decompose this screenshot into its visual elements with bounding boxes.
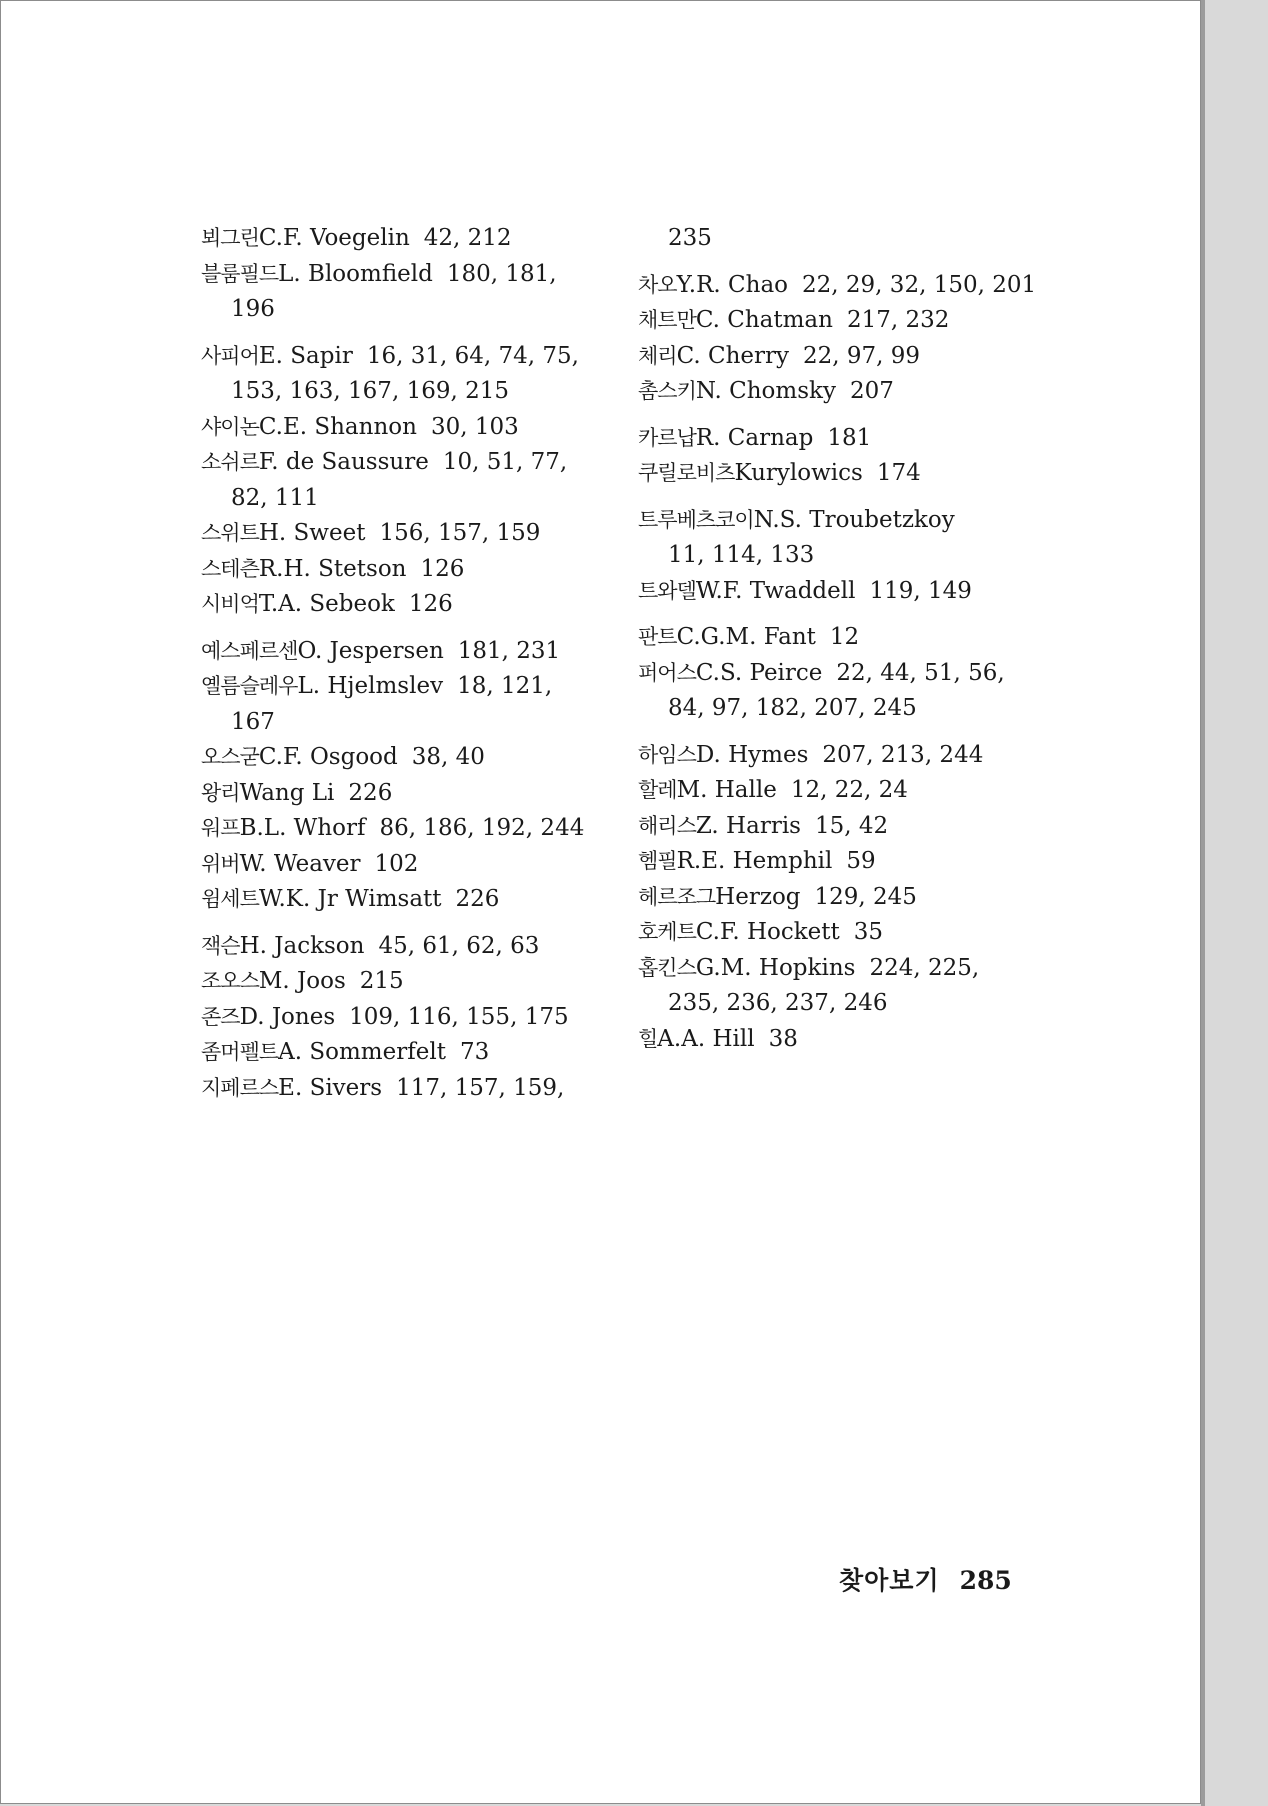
entry-latin-name: E. Sivers: [278, 1074, 383, 1101]
page-number: 285: [959, 1566, 1012, 1595]
entry-pages-continued: 11, 114, 133: [668, 542, 815, 568]
entry-latin-name: C. Cherry: [676, 342, 789, 369]
entry-pages: 226: [348, 779, 393, 806]
entry-latin-name: A.A. Hill: [657, 1025, 755, 1052]
entry-korean-name: 카르납: [638, 425, 696, 450]
index-entry: [638, 503, 1038, 539]
entry-pages: 181, 231: [457, 637, 561, 664]
entry-latin-name: H. Jackson: [239, 932, 365, 959]
entry-korean-name: 샤이논: [201, 414, 259, 439]
entry-pages: 109, 116, 155, 175: [349, 1003, 569, 1030]
entry-korean-name: 촘스키: [638, 379, 696, 403]
entry-latin-name: C.F. Hockett: [695, 919, 840, 945]
index-entry: [201, 1071, 601, 1107]
entry-korean-name: 뵈그린: [201, 226, 259, 250]
entry-latin-name: R.H. Stetson: [258, 555, 407, 582]
index-entry: [638, 844, 1038, 880]
page-footer: [839, 1561, 1012, 1597]
entry-latin-name: Z. Harris: [695, 812, 801, 839]
entry-korean-name: 하임스: [638, 742, 696, 767]
entry-latin-name: C.F. Voegelin: [258, 225, 410, 251]
entry-latin-name: W. Weaver: [239, 850, 361, 877]
entry-pages: 174: [876, 460, 921, 486]
entry-korean-name: 시비억: [201, 592, 259, 616]
entry-korean-name: 지페르스: [201, 1075, 279, 1100]
entry-latin-name: C.S. Peirce: [695, 659, 823, 686]
entry-pages: 22, 29, 32, 150, 201: [802, 271, 1037, 298]
entry-latin-name: C.G.M. Fant: [676, 624, 816, 650]
entry-pages: 42, 212: [423, 225, 512, 251]
entry-korean-name: 옐름슬레우: [201, 674, 298, 698]
entry-pages: 45, 61, 62, 63: [378, 932, 540, 959]
index-entry: [201, 552, 601, 588]
index-entry: [201, 669, 601, 705]
index-entry: [201, 1035, 601, 1071]
index-entry: [638, 303, 1038, 339]
entry-pages: 73: [459, 1039, 490, 1065]
index-column-left: [201, 221, 601, 1106]
entry-pages: 126: [420, 555, 465, 582]
entry-latin-name: Herzog: [715, 883, 801, 910]
index-entry: [201, 929, 601, 965]
entry-pages: 38, 40: [411, 744, 485, 770]
entry-latin-name: B.L. Whorf: [239, 815, 366, 841]
index-entry: [638, 421, 1038, 457]
entry-korean-name: 윔세트: [201, 887, 259, 911]
entry-pages: 18, 121,: [457, 673, 553, 699]
entry-korean-name: 차오: [638, 272, 677, 297]
entry-korean-name: 호케트: [638, 920, 696, 944]
entry-korean-name: 블룸필드: [201, 261, 279, 286]
entry-korean-name: 워프: [201, 816, 240, 840]
entry-pages: 156, 157, 159: [379, 520, 541, 546]
entry-pages: 15, 42: [814, 812, 889, 839]
entry-korean-name: 좀머펠트: [201, 1040, 279, 1064]
entry-korean-name: 트와델: [638, 578, 696, 603]
index-entry: [201, 221, 601, 257]
entry-korean-name: 쿠릴로비츠: [638, 461, 735, 485]
entry-pages: 22, 97, 99: [802, 342, 921, 369]
index-entry: [201, 410, 601, 446]
index-entry: [638, 880, 1038, 916]
entry-korean-name: 트루베츠코이: [638, 507, 754, 532]
entry-korean-name: 체리: [638, 343, 677, 368]
entry-pages: 217, 232: [846, 307, 950, 333]
entry-latin-name: F. de Saussure: [258, 449, 429, 475]
index-entry: [201, 516, 601, 552]
index-entry: [638, 809, 1038, 845]
entry-pages-continued: 153, 163, 167, 169, 215: [231, 378, 509, 404]
index-entry: [638, 456, 1038, 492]
entry-korean-name: 왕리: [201, 780, 240, 805]
entry-latin-name: A. Sommerfelt: [278, 1039, 446, 1065]
entry-latin-name: O. Jespersen: [297, 637, 444, 664]
entry-latin-name: D. Hymes: [695, 741, 809, 768]
entry-latin-name: C. Chatman: [695, 307, 833, 333]
entry-latin-name: T.A. Sebeok: [258, 591, 395, 617]
index-entry: [201, 445, 601, 481]
entry-pages: 181: [827, 424, 872, 451]
entry-latin-name: D. Jones: [239, 1003, 336, 1030]
entry-latin-name: L. Hjelmslev: [297, 673, 444, 699]
index-entry: [201, 339, 601, 375]
entry-pages: 180, 181,: [446, 260, 557, 287]
entry-latin-name: C.E. Shannon: [258, 413, 417, 440]
entry-latin-name: M. Halle: [676, 777, 777, 803]
entry-pages-continued: 167: [231, 708, 275, 735]
entry-latin-name: C.F. Osgood: [258, 744, 398, 770]
entry-korean-name: 스테츤: [201, 556, 259, 581]
index-entry: [638, 620, 1038, 656]
entry-korean-name: 헤르조그: [638, 884, 716, 909]
entry-korean-name: 잭슨: [201, 933, 240, 958]
index-entry: [638, 656, 1038, 692]
entry-latin-name: W.K. Jr Wimsatt: [258, 886, 442, 912]
page-edge: [1201, 0, 1205, 1806]
entry-pages: 102: [374, 850, 419, 877]
entry-pages: 215: [359, 968, 404, 994]
entry-pages: 16, 31, 64, 74, 75,: [366, 342, 579, 369]
entry-latin-name: W.F. Twaddell: [695, 577, 856, 604]
index-entry: [201, 1000, 601, 1036]
index-entry: [638, 268, 1038, 304]
entry-korean-name: 헴필: [638, 849, 677, 873]
index-entry: [638, 1022, 1038, 1058]
entry-korean-name: 사피어: [201, 343, 259, 368]
entry-korean-name: 판트: [638, 625, 677, 649]
entry-latin-name: L. Bloomfield: [278, 260, 433, 287]
entry-korean-name: 해리스: [638, 813, 696, 838]
entry-korean-name: 채트만: [638, 308, 696, 332]
entry-pages: 207, 213, 244: [822, 741, 984, 768]
entry-latin-name: Y.R. Chao: [676, 271, 789, 298]
entry-pages-continued: 84, 97, 182, 207, 245: [668, 695, 917, 721]
entry-pages: 35: [853, 919, 884, 945]
entry-korean-name: 예스페르센: [201, 638, 298, 663]
entry-latin-name: R. Carnap: [695, 424, 814, 451]
entry-latin-name: M. Joos: [258, 968, 346, 994]
entry-pages: 129, 245: [814, 883, 917, 910]
entry-korean-name: 위버: [201, 851, 240, 876]
entry-korean-name: 할레: [638, 778, 677, 802]
index-entry: [201, 811, 601, 847]
index-entry: [201, 964, 601, 1000]
entry-latin-name: N.S. Troubetzkoy: [753, 506, 955, 533]
index-entry: [201, 257, 601, 293]
entry-latin-name: R.E. Hemphil: [676, 848, 833, 874]
entry-korean-name: 존즈: [201, 1004, 240, 1029]
entry-pages: 59: [846, 848, 876, 874]
entry-korean-name: 오스굳: [201, 745, 259, 769]
entry-pages: 12, 22, 24: [790, 777, 908, 803]
entry-pages: 86, 186, 192, 244: [379, 815, 585, 841]
index-entry: [638, 915, 1038, 951]
entry-korean-name: 퍼어스: [638, 660, 696, 685]
entry-pages: 226: [455, 886, 500, 912]
entry-pages: 224, 225,: [869, 954, 980, 981]
entry-korean-name: 소쉬르: [201, 450, 259, 474]
entry-pages: 12: [829, 624, 860, 650]
entry-pages: 207: [849, 378, 894, 404]
index-entry: [201, 740, 601, 776]
entry-latin-name: H. Sweet: [258, 520, 366, 546]
index-entry: [638, 374, 1038, 410]
index-entry: [201, 776, 601, 812]
entry-latin-name: G.M. Hopkins: [695, 954, 856, 981]
entry-pages: 126: [408, 591, 453, 617]
index-column-right: [638, 221, 1038, 1057]
index-entry: [638, 951, 1038, 987]
index-entry: [201, 882, 601, 918]
entry-latin-name: Wang Li: [239, 779, 335, 806]
entry-pages: 10, 51, 77,: [442, 449, 568, 475]
index-entry: [638, 738, 1038, 774]
entry-latin-name: E. Sapir: [258, 342, 353, 369]
entry-pages: 117, 157, 159,: [396, 1074, 565, 1101]
index-entry: [638, 339, 1038, 375]
index-entry: [201, 847, 601, 883]
index-entry: [638, 574, 1038, 610]
entry-pages-continued: 82, 111: [231, 484, 319, 511]
entry-pages: 119, 149: [869, 577, 972, 604]
entry-pages: 22, 44, 51, 56,: [836, 659, 1005, 686]
entry-pages-continued: 235: [668, 225, 712, 251]
entry-pages: 30, 103: [430, 413, 519, 440]
entry-korean-name: 홉킨스: [638, 955, 696, 980]
index-entry: [201, 587, 601, 623]
entry-korean-name: 조오스: [201, 969, 259, 993]
entry-pages-continued: 235, 236, 237, 246: [668, 990, 888, 1016]
index-entry: [201, 634, 601, 670]
entry-pages: 38: [768, 1025, 798, 1052]
section-title: 찾아보기: [839, 1566, 940, 1595]
entry-pages-continued: 196: [231, 296, 275, 322]
entry-latin-name: N. Chomsky: [695, 378, 836, 404]
entry-korean-name: 힐: [638, 1026, 658, 1051]
entry-latin-name: Kurylowics: [734, 460, 863, 486]
entry-korean-name: 스위트: [201, 521, 259, 545]
index-entry: [638, 773, 1038, 809]
